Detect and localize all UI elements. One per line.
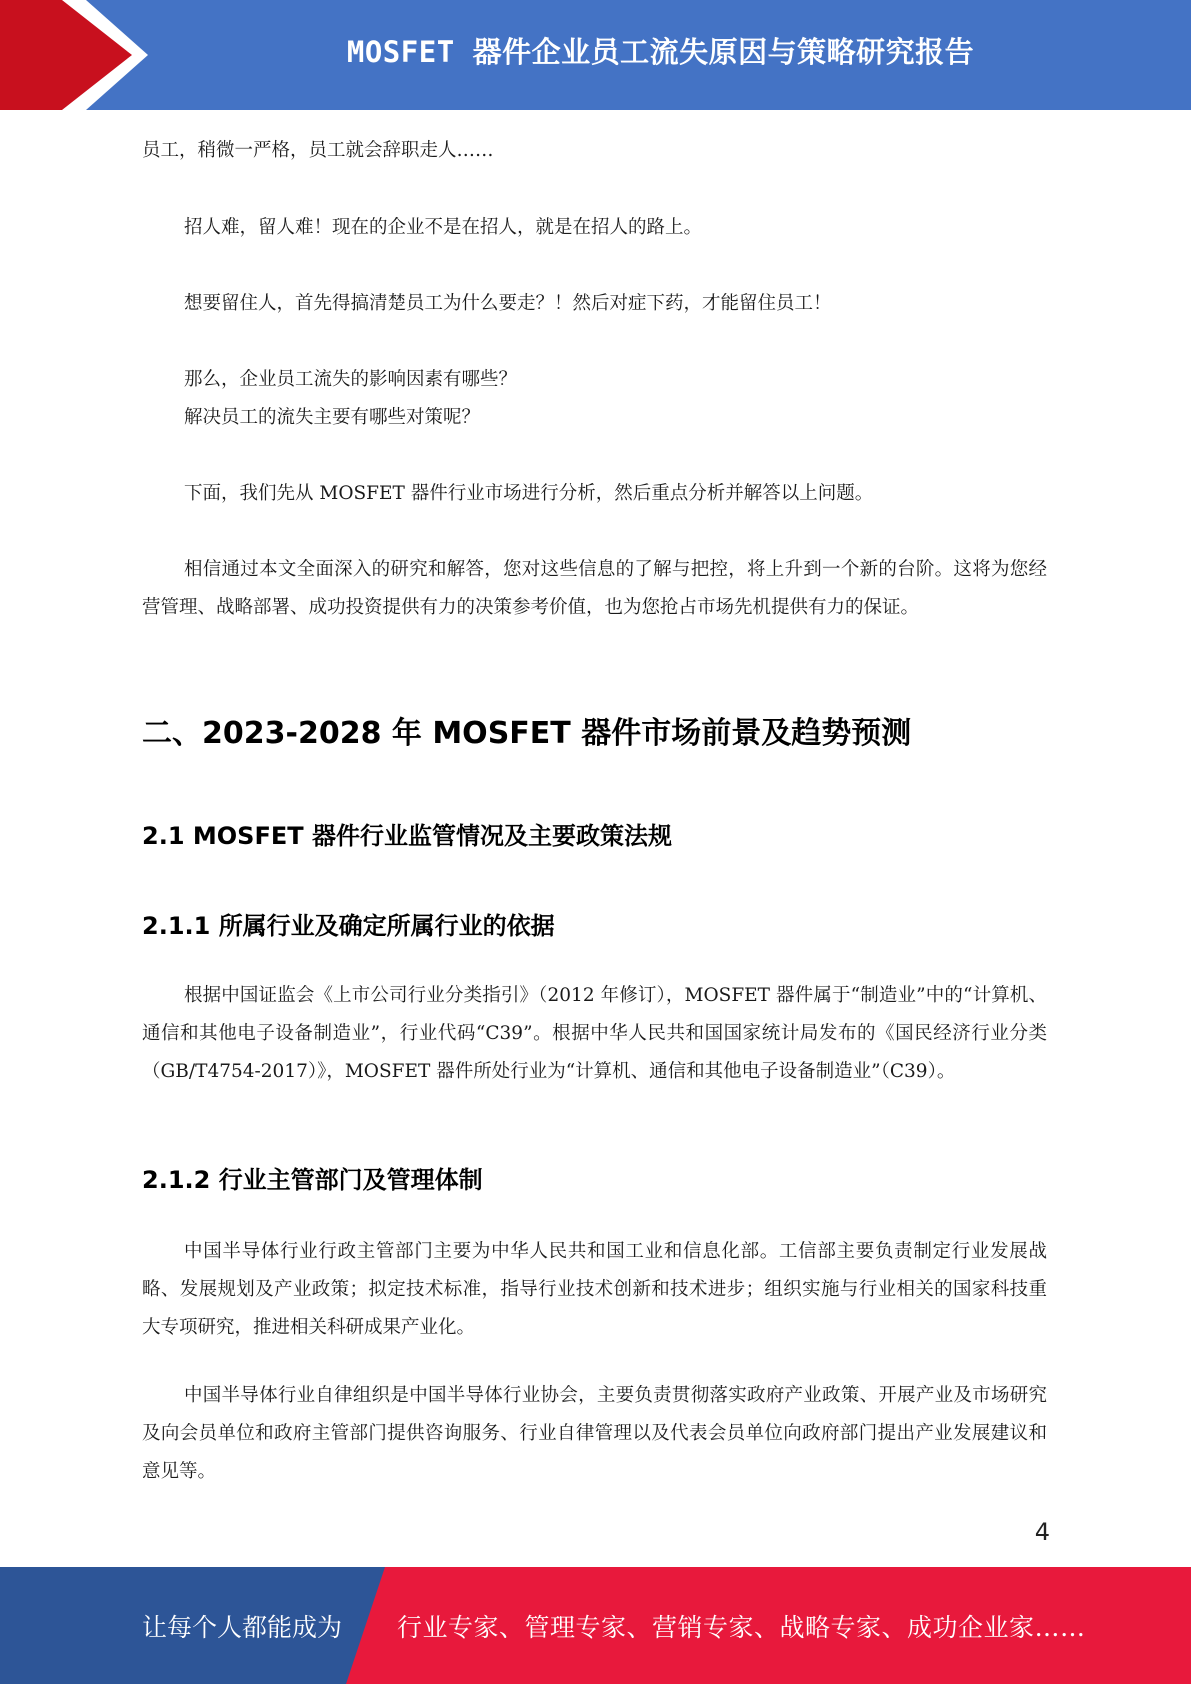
section-heading: 二、2023-2028 年 MOSFET 器件市场前景及趋势预测 bbox=[142, 716, 912, 751]
sub-subsection-heading-industry: 2.1.1 所属行业及确定所属行业的依据 bbox=[142, 912, 555, 940]
question-factors: 那么，企业员工流失的影响因素有哪些？ bbox=[184, 369, 518, 390]
paragraph-retention: 想要留住人，首先得搞清楚员工为什么要走？！然后对症下药，才能留住员工！ bbox=[184, 293, 832, 314]
footer-slogan-right: 行业专家、管理专家、营销专家、战略专家、成功企业家…… bbox=[397, 1612, 1086, 1642]
paragraph-industry-classification: 根据中国证监会《上市公司行业分类指引》（2012 年修订），MOSFET 器件属于“制造业”中的“计算机、通信和其他电子设备制造业”，行业代码“C39”。根据中华人民共和国国家统计局发布的《国民经济行业分类（GB/T4754-2017）》，MOSFET 器件所处行业为“计算机、通信和其他电子设备制造业”（C39）。 bbox=[142, 985, 1047, 1082]
header-chevron-decoration bbox=[0, 0, 160, 110]
paragraph-value: 相信通过本文全面深入的研究和解答，您对这些信息的了解与把控，将上升到一个新的台阶。这将为您经营管理、战略部署、成功投资提供有力的决策参考价值，也为您抢占市场先机提供有力的保证。 bbox=[142, 559, 1047, 618]
paragraph-continued: 员工，稍微一严格，员工就会辞职走人…… bbox=[142, 140, 494, 161]
report-title: MOSFET 器件企业员工流失原因与策略研究报告 bbox=[346, 34, 975, 69]
footer-slogan-left: 让每个人都能成为 bbox=[142, 1612, 343, 1642]
page-header bbox=[0, 0, 1191, 110]
sub-subsection-heading-authority: 2.1.2 行业主管部门及管理体制 bbox=[142, 1166, 483, 1194]
paragraph-authority: 中国半导体行业行政主管部门主要为中华人民共和国工业和信息化部。工信部主要负责制定行业发展战略、发展规划及产业政策；拟定技术标准，指导行业技术创新和技术进步；组织实施与行业相关的国家科技重大专项研究，推进相关科研成果产业化。 bbox=[142, 1241, 1047, 1338]
subsection-heading: 2.1 MOSFET 器件行业监管情况及主要政策法规 bbox=[142, 822, 672, 850]
page-footer bbox=[0, 1567, 1191, 1684]
page-number: 4 bbox=[1034, 1518, 1050, 1546]
paragraph-analysis-intro: 下面，我们先从 MOSFET 器件行业市场进行分析，然后重点分析并解答以上问题。 bbox=[184, 483, 874, 504]
paragraph-hiring-difficulty: 招人难，留人难！现在的企业不是在招人，就是在招人的路上。 bbox=[184, 217, 703, 238]
question-solutions: 解决员工的流失主要有哪些对策呢？ bbox=[184, 407, 481, 428]
paragraph-association: 中国半导体行业自律组织是中国半导体行业协会，主要负责贯彻落实政府产业政策、开展产业及市场研究及向会员单位和政府主管部门提供咨询服务、行业自律管理以及代表会员单位向政府部门提出产业发展建议和意见等。 bbox=[142, 1385, 1047, 1482]
